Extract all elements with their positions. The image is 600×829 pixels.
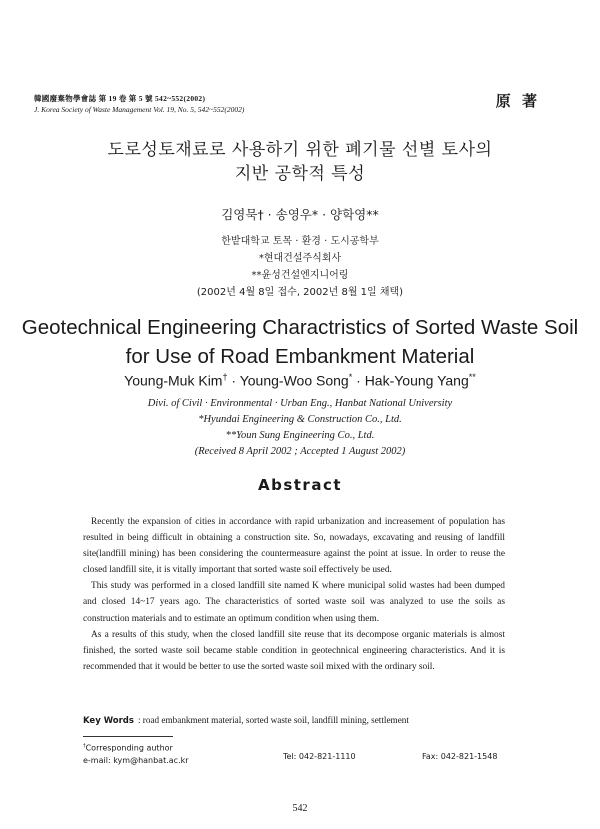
author-1-name: Young-Muk Kim <box>124 372 223 389</box>
abstract-heading: Abstract <box>257 476 343 494</box>
corresponding-author-label: Corresponding author <box>85 743 173 753</box>
author-1-mark: † <box>222 372 228 382</box>
english-affiliation-3: **Youn Sung Engineering Co., Ltd. <box>225 430 375 441</box>
page-number: 542 <box>292 803 308 814</box>
author-3-mark: ** <box>468 372 476 382</box>
korean-title-line-2: 지반 공학적 특성 <box>234 164 366 184</box>
journal-header <box>34 93 244 115</box>
english-affiliations <box>0 396 600 460</box>
korean-affiliation-2: *현대건설주식회사 <box>258 253 342 264</box>
keywords-label: Key Words <box>83 716 134 726</box>
english-title-line-1: Geotechnical Engineering Charactristics of Sorted Waste Soil <box>21 316 579 339</box>
journal-header-english: J. Korea Society of Waste Management Vol. 19, No. 5, 542~552(2002) <box>34 105 245 114</box>
english-title <box>0 313 600 371</box>
korean-affiliations <box>0 233 600 301</box>
korean-affiliation-1: 한밭대학교 토목 · 환경 · 도시공학부 <box>221 236 379 247</box>
article-type-label: 原 著 <box>495 92 540 110</box>
english-title-line-2: for Use of Road Embankment Material <box>125 345 475 368</box>
corresponding-fax: Fax: 042-821-1548 <box>422 752 498 761</box>
footnote-divider <box>83 736 173 737</box>
keywords <box>83 715 409 726</box>
korean-received-date: (2002년 4월 8일 접수, 2002년 8월 1일 채택) <box>196 287 404 298</box>
abstract-paragraph-3: As a results of this study, when the closed landfill site reuse that its decompose organic materials is almost finished, the sorted waste soil became stable condition in geotechnical engineering characteristics. And it is recommended that it would be better to use the sorted waste soil mixed with the ordinary soil. <box>83 629 505 672</box>
korean-title <box>0 138 600 186</box>
korean-authors: 김영묵† · 송영우* · 양학영** <box>221 207 379 222</box>
abstract-body <box>83 514 505 675</box>
author-2-name: · Young-Woo Song <box>227 372 349 389</box>
journal-header-korean: 韓國廢棄物學會誌 第 19 卷 第 5 號 542~552(2002) <box>34 94 206 103</box>
author-3-name: · Hak-Young Yang <box>352 372 469 389</box>
english-affiliation-1: Divi. of Civil · Environmental · Urban Eng., Hanbat National University <box>147 398 453 409</box>
keywords-text: : road embankment material, sorted waste soil, landfill mining, settlement <box>137 715 409 725</box>
abstract-paragraph-1: Recently the expansion of cities in accordance with rapid urbanization and increasement of population has resulted in being difficult in obtaining a construction site. So, nowadays, excavating and reusing of landfill site(landfill mining) has been considering the countermeasure against the point at issue. In order to reuse the closed landfill site, it is vitally important that sorted waste soil effectively be used. <box>83 517 505 576</box>
english-received-date: (Received 8 April 2002 ; Accepted 1 August 2002) <box>194 446 406 457</box>
korean-affiliation-3: **윤성건설엔지니어링 <box>251 270 349 281</box>
korean-title-line-1: 도로성토재료로 사용하기 위한 폐기물 선별 토사의 <box>107 140 493 160</box>
author-2-mark: * <box>348 372 353 382</box>
footnote <box>83 740 189 767</box>
corresponding-tel: Tel: 042-821-1110 <box>283 752 356 761</box>
english-affiliation-2: *Hyundai Engineering & Construction Co., Ltd. <box>198 414 402 425</box>
corresponding-email: e-mail: kym@hanbat.ac.kr <box>83 755 189 765</box>
abstract-paragraph-2: This study was performed in a closed landfill site named K where municipal solid wastes had been dumped and closed 14~17 years ago. The characteristics of sorted waste soil was analyzed to use the soils as construction materials and to estimate an optimum condition when using them. <box>83 581 505 624</box>
english-authors <box>0 372 600 389</box>
footnote-mark: † <box>83 743 86 749</box>
